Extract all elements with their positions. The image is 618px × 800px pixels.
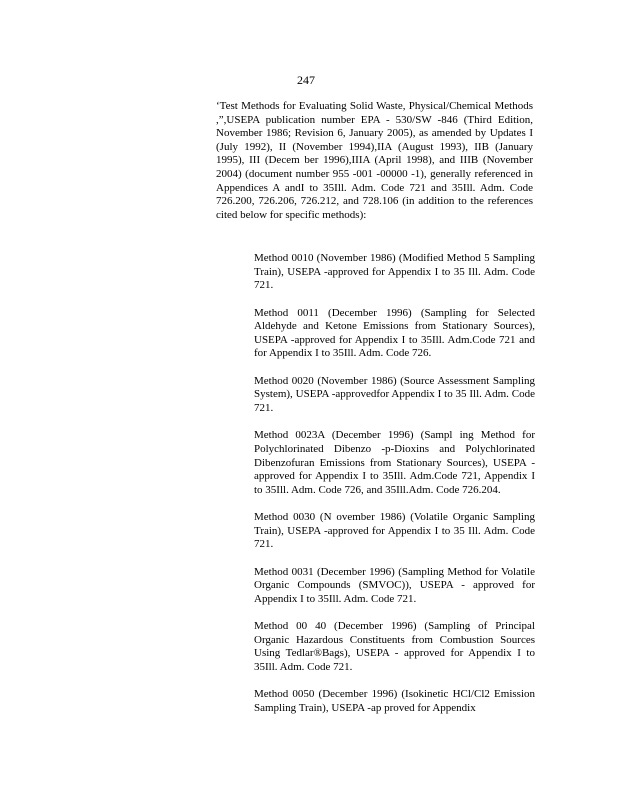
method-paragraph: Method 0023A (December 1996) (Sampl ing Method for Polychlorinated Dibenzo -p-Dioxins and Polychlorinated Dibenzofuran Emissions from Stationary Sources), USEPA -approved for Appendix I to 35Ill. Adm.Code 721, Appendix I to 35Ill. Adm. Code 726, and 35Ill.Adm. Code 726.204. — [254, 429, 535, 496]
method-paragraph: Method 0011 (December 1996) (Sampling for Selected Aldehyde and Ketone Emissions from Stationary Sources), USEPA -approved for Appendix I to 35Ill. Adm.Code 721 and for Appendix I to 35Ill. Adm. Code 726. — [254, 306, 535, 360]
method-paragraph: Method 0050 (December 1996) (Isokinetic HCl/Cl2 Emission Sampling Train), USEPA -ap proved for Appendix — [254, 688, 535, 715]
method-paragraph: Method 0020 (November 1986) (Source Assessment Sampling System), USEPA -approvedfor Appendix I to 35 Ill. Adm. Code 721. — [254, 374, 535, 414]
method-list — [254, 252, 535, 729]
method-paragraph: Method 0010 (November 1986) (Modified Method 5 Sampling Train), USEPA -approved for Appendix I to 35 Ill. Adm. Code 721. — [254, 252, 535, 292]
page-number: 247 — [297, 73, 315, 87]
method-paragraph: Method 00 40 (December 1996) (Sampling of Principal Organic Hazardous Constituents from Combustion Sources Using Tedlar®Bags), USEPA - approved for Appendix I to 35Ill. Adm. Code 721. — [254, 620, 535, 674]
intro-paragraph: ‘Test Methods for Evaluating Solid Waste, Physical/Chemical Methods ,”,USEPA publication number EPA - 530/SW -846 (Third Edition, November 1986; Revision 6, January 2005), as amended by Updates I (July 1992), II (November 1994),IIA (August 1993), IIB (January 1995), III (Decem ber 1996),IIIA (April 1998), and IIIB (November 2004) (document number 955 -001 -00000 -1), generally referenced in Appendices A andI to 35Ill. Adm. Code 721 and 35Ill. Adm. Code 726.200, 726.206, 726.212, and 728.106 (in addition to the references cited below for specific methods): — [216, 100, 533, 221]
method-paragraph: Method 0031 (December 1996) (Sampling Method for Volatile Organic Compounds (SMVOC)), USEPA - approved for Appendix I to 35Ill. Adm. Code 721. — [254, 565, 535, 605]
method-paragraph: Method 0030 (N ovember 1986) (Volatile Organic Sampling Train), USEPA -approved for Appendix I to 35 Ill. Adm. Code 721. — [254, 511, 535, 551]
